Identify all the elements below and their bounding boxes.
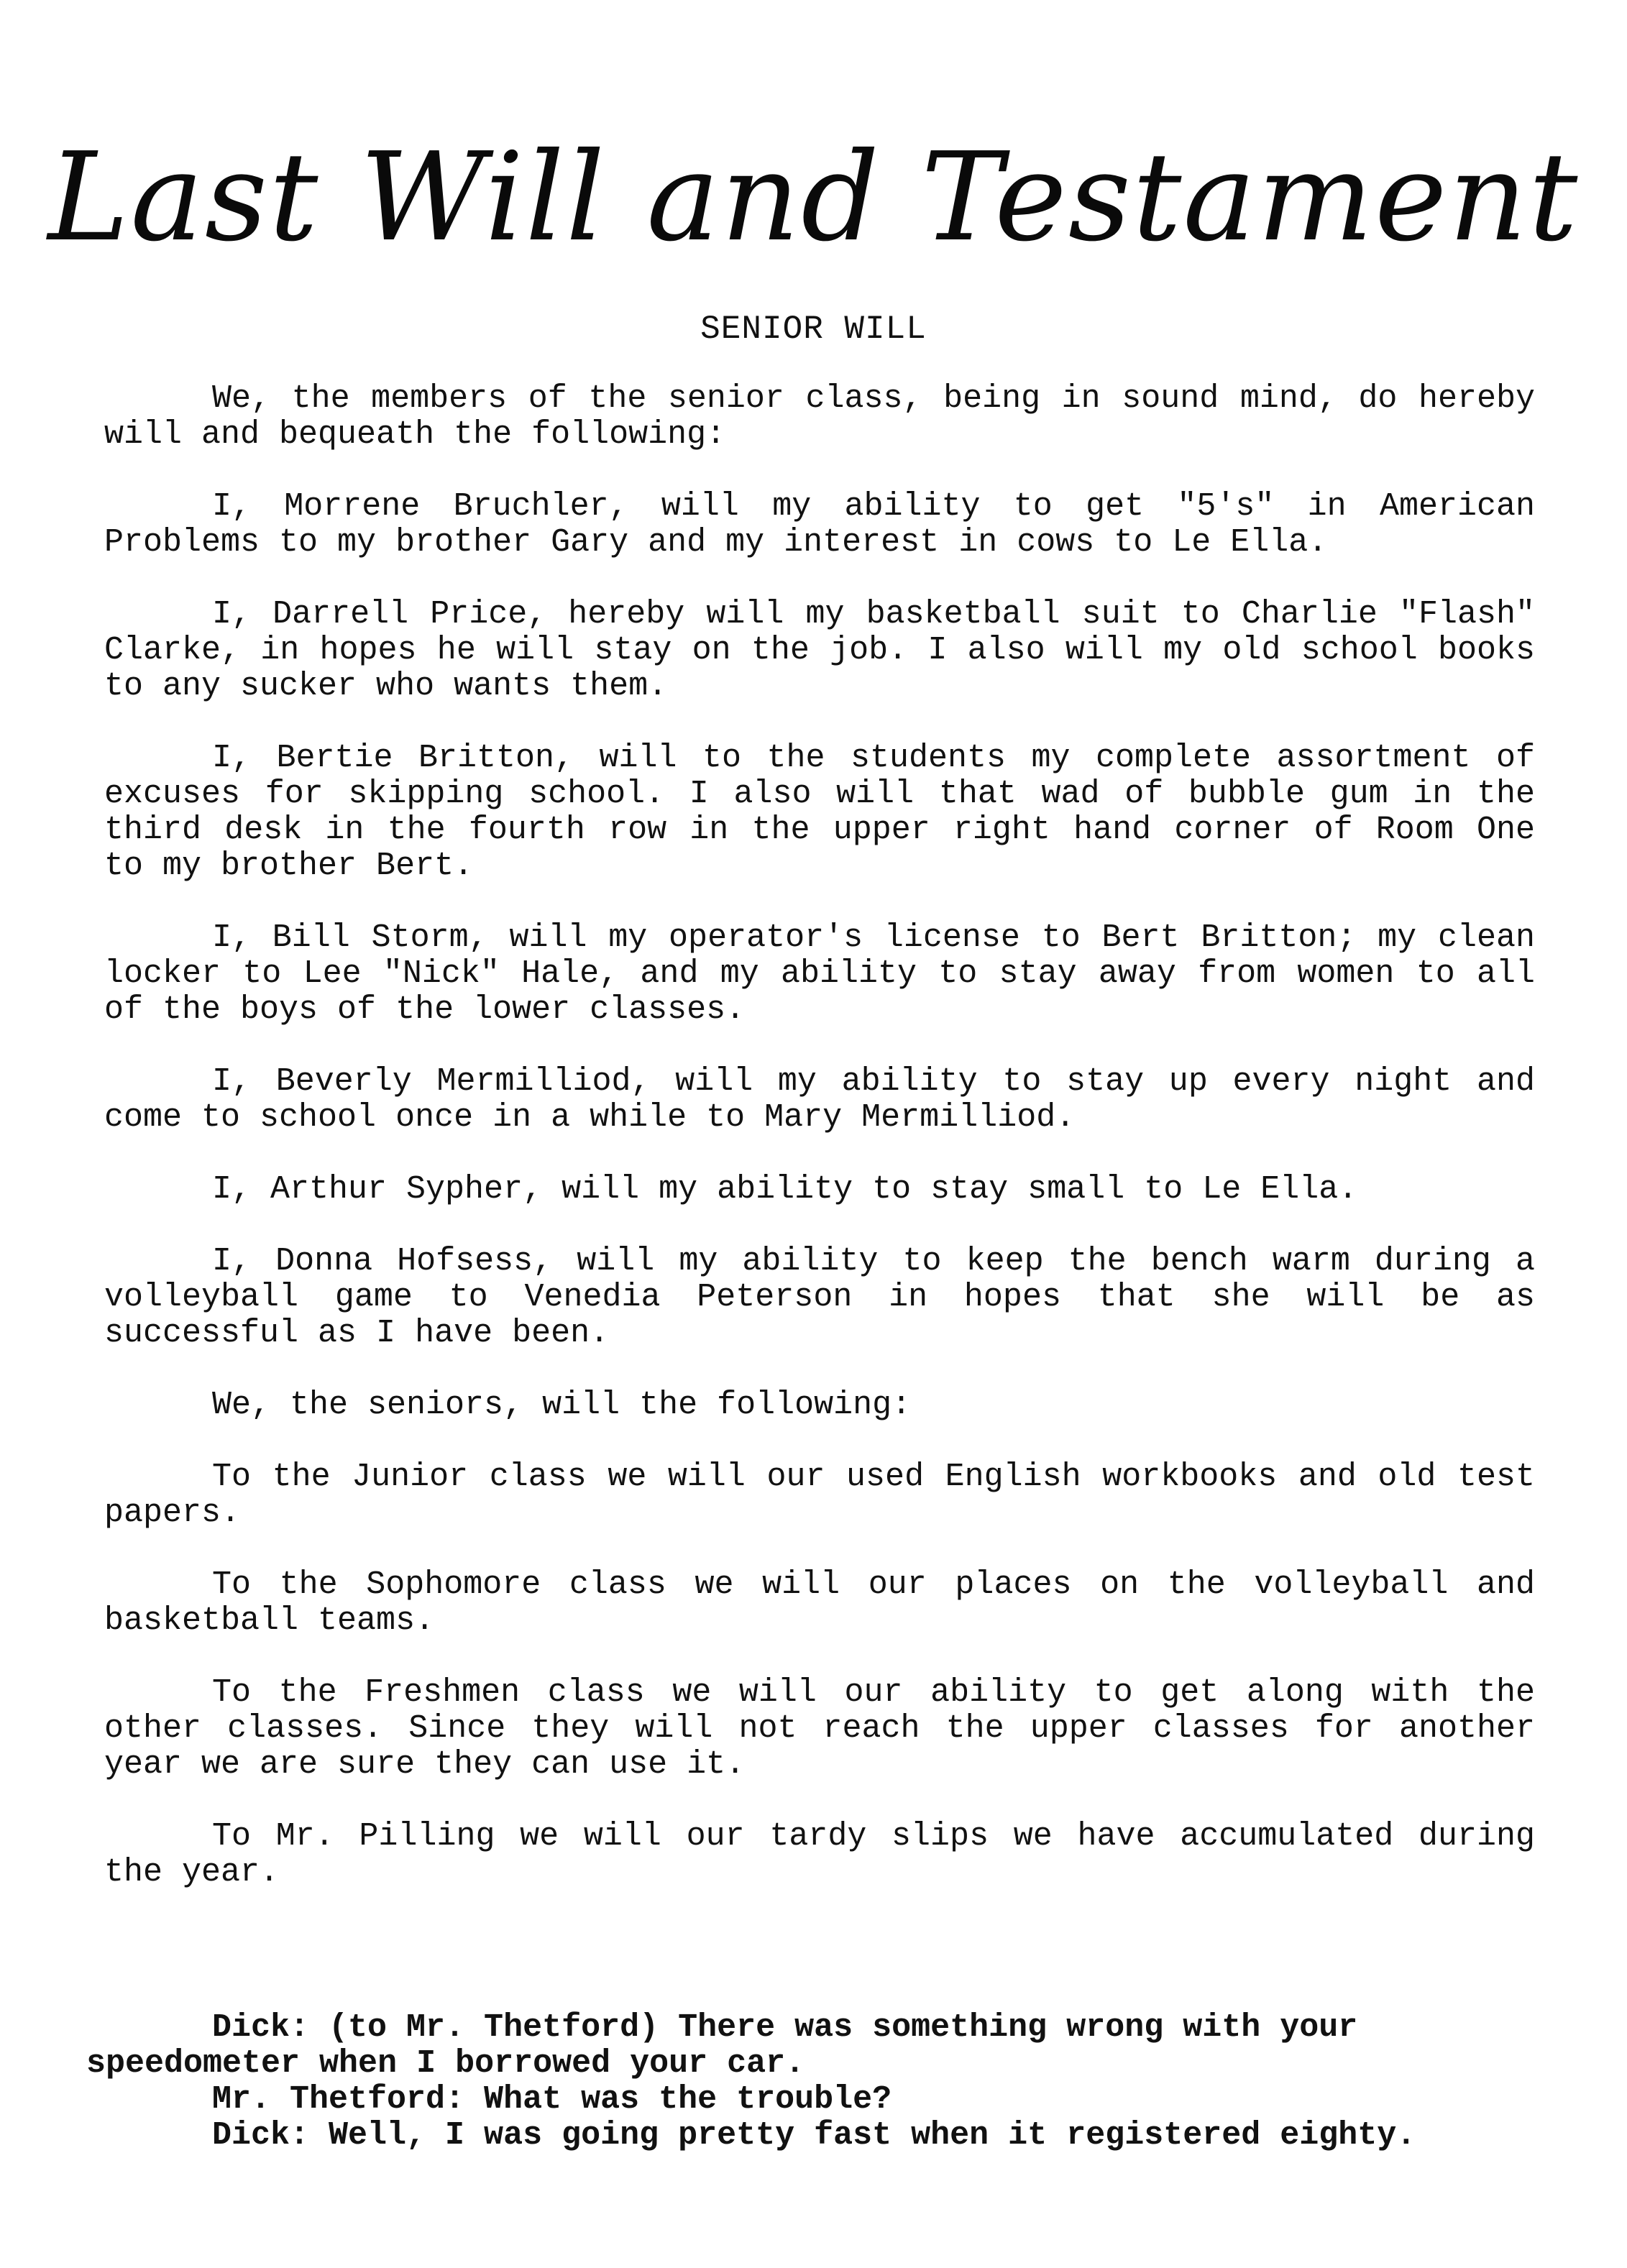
- intro-paragraph: We, the members of the senior class, being in sound mind, do hereby will and bequeath the following:: [104, 380, 1535, 453]
- will-paragraph-junior-class: To the Junior class we will our used English workbooks and old test papers.: [104, 1459, 1535, 1531]
- will-paragraph-sophomore-class: To the Sophomore class we will our places on the volleyball and basketball teams.: [104, 1566, 1535, 1639]
- joke-line: Dick: (to Mr. Thetford) There was something wrong with your: [212, 2009, 1358, 2046]
- seniors-intro-paragraph: We, the seniors, will the following:: [212, 1387, 912, 1423]
- will-paragraph-mermilliod: I, Beverly Mermilliod, will my ability to stay up every night and come to school once in a while to Mary Mermilliod.: [104, 1063, 1535, 1136]
- joke-line: Mr. Thetford: What was the trouble?: [212, 2081, 892, 2118]
- will-paragraph-price: I, Darrell Price, hereby will my basketball suit to Charlie "Flash" Clarke, in hopes he will stay on the job. I also will my old school books to any sucker who wants them.: [104, 596, 1535, 704]
- will-paragraph-mr-pilling: To Mr. Pilling we will our tardy slips we have accumulated during the year.: [104, 1818, 1535, 1891]
- will-text: [104, 381, 1535, 1891]
- will-paragraph-freshmen-class: To the Freshmen class we will our ability to get along with the other classes. Since they will not reach the upper classes for another year we are sure they can use it.: [104, 1674, 1535, 1783]
- joke-line: Dick: Well, I was going pretty fast when it registered eighty.: [212, 2117, 1416, 2154]
- will-paragraph-hofsess: I, Donna Hofsess, will my ability to keep the bench warm during a volleyball game to Venedia Peterson in hopes that she will be as successful as I have been.: [104, 1243, 1535, 1351]
- joke-block: [86, 2010, 1553, 2154]
- will-paragraph-sypher: I, Arthur Sypher, will my ability to stay small to Le Ella.: [212, 1171, 1358, 1208]
- will-paragraph-britton: I, Bertie Britton, will to the students my complete assortment of excuses for skipping school. I also will that wad of bubble gum in the third desk in the fourth row in the upper right hand corner of Room One to my brother Bert.: [104, 740, 1535, 884]
- joke-line: speedometer when I borrowed your car.: [86, 2045, 805, 2082]
- will-paragraph-bruchler: I, Morrene Bruchler, will my ability to get "5's" in American Problems to my brother Gary and my interest in cows to Le Ella.: [104, 488, 1535, 561]
- will-paragraph-storm: I, Bill Storm, will my operator's license to Bert Britton; my clean locker to Lee "Nick" Hale, and my ability to stay away from women to all of the boys of the lower classes.: [104, 919, 1535, 1028]
- section-heading: SENIOR WILL: [700, 311, 927, 348]
- page-title: Last Will and Testament: [47, 127, 1580, 269]
